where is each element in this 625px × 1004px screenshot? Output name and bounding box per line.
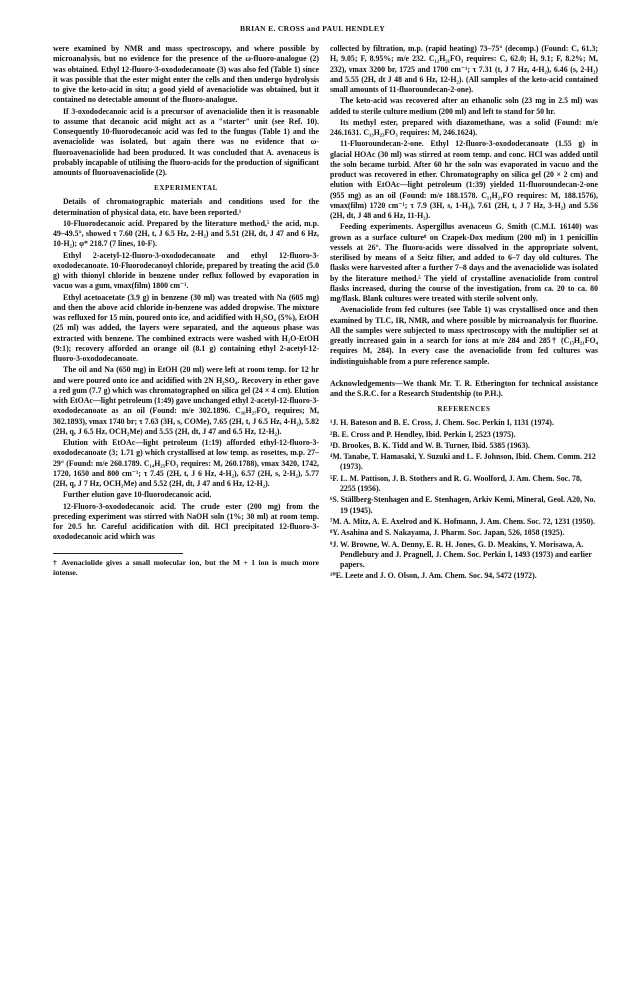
experimental-paragraph: Ethyl 2-acetyl-12-fluoro-3-oxododecanoate and ethyl 12-fluoro-3-oxododecanoate. 10-Fluorodecanoyl chloride, prepared by treating the acid (5.0 g) with thionyl chloride in benzene under reflux followed by evaporation in vacuo was a gum, νmax(film) 1800 cm⁻¹. [53, 250, 319, 291]
experimental-paragraph: Ethyl acetoacetate (3.9 g) in benzene (30 ml) was treated with Na (605 mg) and then the above acid chloride in-benzene was added dropwise. The mixture was refluxed for 15 min, poured onto ice, and acidified with H₂SO₄ (5%), EtOH (25 ml) was added, the layers were separated, and the aqueous phase was extracted with benzene. The combined extracts were washed with H₂O-EtOH (9:1); recovery afforded an orange oil (8.1 g) containing ethyl 2-acetyl-12- fluoro-3-oxododecanoate. [53, 292, 319, 363]
running-header: BRIAN E. CROSS and PAUL HENDLEY [239, 24, 386, 33]
experimental-paragraph: The oil and Na (650 mg) in EtOH (20 ml) were left at room temp. for 12 hr and were poured onto ice and acidified with 2N H₂SO₄. Recovery in ether gave a red gum (7.7 g) which was chromatographed on silica gel (24 × 4 cm). Elution with EtOAc—light petroleum (1:49) gave unchanged ethyl 2-acetyl-12-fluoro-3-oxododecanoate as an oil (Found: m/e 302.1896. C₁₆H₂₇FO₄ requires; M, 302.1893), νmax 1740 br; τ 7.63 (3H, s, COMe), 7.65 (2H, t, J 6.5 Hz, 4-H₂), 5.82 (2H, q, J 6.5 Hz, OCH₂Me) and 5.55 (2H, dt, J 47 and 6.5 Hz, 12-H₂). [53, 365, 319, 436]
experimental-paragraph: Elution with EtOAc—light petroleum (1:19) afforded ethyl-12-fluoro-3-oxododecanoate (3; 1.71 g) which crystallised at low temp. as rosettes, m.p. 27–29° (Found: m/e 260.1789. C₁₄H₂₅FO₃ requires: M, 260.1788), νmax 3420, 1742, 1720, 1650 and 800 cm⁻¹; τ 7.45 (2H, t, J 6 Hz, 4-H₂), 6.57 (2H, s, 2-H₂), 5.77 (2H, q, J 7 Hz, OCH₂Me) and 5.52 (2H, dt, J 47 and 6 Hz, 12-H₂). [53, 438, 319, 488]
section-heading-references: REFERENCES [437, 405, 491, 414]
acknowledgements: Acknowledgements—We thank Mr. T. R. Etherington for technical assistance and the S.R.C. for a Research Studentship (to P.H.). [330, 378, 598, 398]
body-paragraph: Avenaciolide from fed cultures (see Table 1) was crystallised once and then examined by TLC, IR, NMR, and where possible by microanalysis for fluorine. All the samples were subjected to mass spectroscopy with the multiplier set at greatly increased gain in a search for ions at m/e 284 and 285† (C₁₅H₂₁FO₄ requires M, 284). In every case the avenaciolide from fed cultures was indistinguishable from a pure reference sample. [330, 305, 598, 366]
body-paragraph: collected by filtration, m.p. (rapid heating) 73–75° (decomp.) (Found: C, 61.3; H, 9.05; F, 8.95%; m/e 232. C₁₂H₂₁FO₃ requires: C, 62.0; H, 9.1; F, 8.2%; M, 232), νmax 3200 br, 1725 and 1700 cm⁻¹; τ 7.31 (t, J 7 Hz, 4-H₂), 6.46 (s, 2-H₂) and 5.55 (2H, dt J 48 and 6 Hz, 12-H₂). (All samples of the keto-acid contained small amounts of 11-fluoroundecan-2-one). [330, 44, 598, 94]
experimental-paragraph: Details of chromatographic materials and conditions used for the determination of physical data, etc. have been reported.¹ [53, 197, 319, 217]
reference-item: ⁹J. W. Browne, W. A. Denny, E. R. H. Jones, G. D. Meakins, Y. Morisawa, A. Pendlebury and J. Pragnell, J. Chem. Soc. Perkin I, 1493 (1973) and earlier papers. [330, 539, 592, 570]
experimental-paragraph: Further elution gave 10-fluorodecanoic acid. [63, 490, 212, 500]
reference-item: ⁷M. A. Mitz, A. E. Axelrod and K. Hofmann, J. Am. Chem. Soc. 72, 1231 (1950). [330, 516, 595, 526]
body-paragraph: If 3-oxododecanoic acid is a precursor of avenaciolide then it is reasonable to assume that decanoic acid might act as a "starter" unit (see Ref. 10). Consequently 10-fluorodecanoic acid was fed to the fungus (Table 1) and the avenaciolide was isolated, but again there was no evidence that ω-fluoroavenaciolide had been produced. It was concluded that A. avenaceus is probably incapable of utilising the fluoro-acids for the production of significant amounts of fluoroavenaciolide (2). [53, 106, 319, 177]
reference-item: ⁸Y. Asahina and S. Nakayama, J. Pharm. Soc. Japan, 526, 1058 (1925). [330, 528, 565, 538]
experimental-paragraph: 10-Fluorodecanoic acid. Prepared by the literature method,⁵ the acid, m.p. 49–49.5°, showed τ 7.60 (2H, t, J 6.5 Hz, 2-H₂) and 5.51 (2H, dt, J 47 and 6 Hz, 10-H₂); φ* 218.7 (7 lines, 10-F). [53, 218, 319, 249]
reference-item: ⁶S. Ställberg-Stenhagen and E. Stenhagen, Arkiv Kemi, Mineral, Geol. A20, No. 19 (1945). [330, 495, 596, 515]
body-paragraph: Its methyl ester, prepared with diazomethane, was a solid (Found: m/e 246.1631. C₁₃H₂₃FO₃ requires: M, 246.1624). [330, 117, 598, 137]
right-column [330, 44, 598, 583]
body-paragraph: were examined by NMR and mass spectroscopy, and where possible by microanalysis, but no evidence for the presence of the ω-fluoro-analogue (2) was obtained. Ethyl 12-fluoro-3-oxododecanoate (3) was also fed (Table 1) since it was possible that the ester might enter the cells and then undergo hydrolysis to give the keto-acid in situ; a good yield of avenaciolide was obtained, but it contained no detectable amount of the fluoro-analogue. [53, 44, 319, 105]
section-heading-experimental: EXPERIMENTAL [154, 184, 218, 193]
reference-item: ²B. E. Cross and P. Hendley, Ibid. Perkin I, 2523 (1975). [330, 429, 516, 439]
body-paragraph: 11-Fluoroundecan-2-one. Ethyl 12-fluoro-3-oxododecanoate (1.55 g) in glacial HOAc (30 ml) was stirred at room temp. and conc. HCl was added until the soln became turbid. After 60 hr the soln was evaporated in vacuo and the product was recovered in ether. Chromatography on silica gel (20 × 2 cm) and elution with EtOAc—light petroleum (1:39) yielded 11-fluoroundecan-2-one (955 mg) as an oil (Found: m/e 188.1578. C₁₁H₂₁FO requires: M, 188.1576), νmax(film) 1720 cm⁻¹; τ 7.9 (3H, s, 1-H₃), 7.61 (2H, t, J 7 Hz, 3-H₂) and 5.56 (2H, dt, J 48 and 6 Hz, 11-H₂). [330, 139, 598, 220]
reference-item: ⁵F. L. M. Pattison, J. B. Stothers and R. G. Woolford, J. Am. Chem. Soc. 78, 2255 (1956). [330, 473, 582, 494]
reference-item: ¹⁰E. Leete and J. O. Olson, J. Am. Chem. Soc. 94, 5472 (1972). [330, 571, 537, 581]
footnote-divider [53, 553, 183, 554]
body-paragraph: Feeding experiments. Aspergillus avenaceus G. Smith (C.M.I. 16140) was grown as a surface culture⁸ on Czapek-Dox medium (200 ml) in 1 penicillin vessels at 26°. The fluoro-acids were dissolved in the appropriate solvent, sterilised by means of a Seitz filter, and added to 6–7 day old cultures. The flasks were harvested after a further 7–8 days and the avenaciolide was isolated by the literature method.⁵ The yield of crystalline avenaciolide from control flasks increased, during the course of the investigation, from ca. 20 to ca. 80 mg/flask. Blank cultures were treated with sterile solvent only. [330, 222, 598, 303]
reference-list [330, 418, 598, 581]
reference-item: ³D. Brookes, B. K. Tidd and W. B. Turner, Ibid. 5385 (1963). [330, 440, 530, 450]
experimental-paragraph: 12-Fluoro-3-oxododecanoic acid. The crude ester (200 mg) from the preceding experiment was stirred with NaOH soln (1%; 30 ml) at room temp. for 20.5 hr. Careful acidification with dil. HCl precipitated 12-fluoro-3-oxododecanoic acid which was [53, 501, 319, 542]
footnote: † Avenaciolide gives a small molecular ion, but the M + 1 ion is much more intense. [53, 557, 319, 577]
left-column [53, 44, 319, 578]
reference-item: ⁴M. Tanabe, T. Hamasaki, Y. Suzuki and L. F. Johnson, Ibid. Chem. Comm. 212 (1973). [330, 452, 596, 472]
reference-item: ¹J. H. Bateson and B. E. Cross, J. Chem. Soc. Perkin I, 1131 (1974). [330, 418, 554, 428]
body-paragraph: The keto-acid was recovered after an ethanolic soln (23 mg in 2.5 ml) was added to sterile culture medium (200 ml) and left to stand for 50 hr. [330, 96, 598, 116]
